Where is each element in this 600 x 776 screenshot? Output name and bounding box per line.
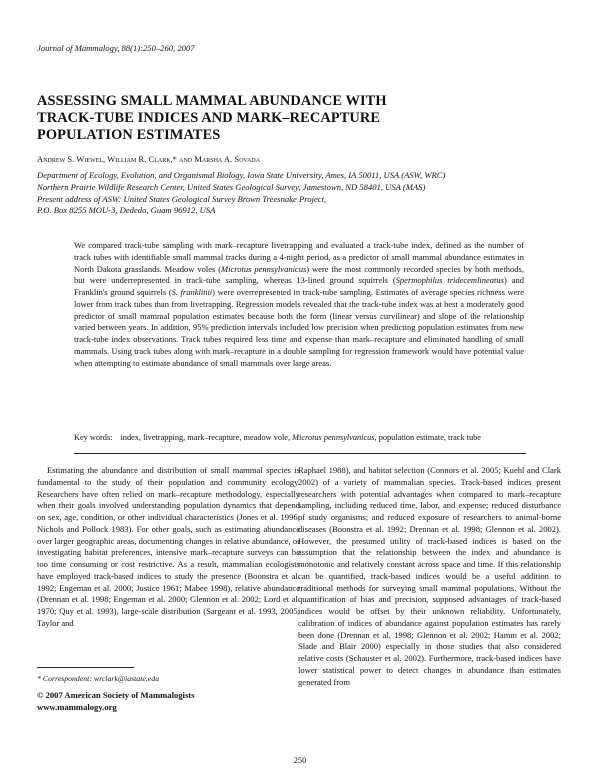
title-line-1: ASSESSING SMALL MAMMAL ABUNDANCE WITH (37, 93, 387, 109)
page-number: 250 (293, 756, 307, 765)
copyright (37, 690, 195, 713)
species-name: Microtus pennsylvanicus (221, 263, 307, 274)
species-name: S. franklinii (171, 287, 213, 297)
body-paragraph: Raphael 1988), and habitat selection (Connors et al. 2005; Kuehl and Clark 2002) of a variety of mammalian species. Track-based indices present researchers with potential advantages when compared to mark–recapture sampling, including reduced time, labor, and expense; reduced disturbance of study organisms; and reduced exposure of researchers to animal-borne diseases (Boonstra et al. 1992; Drennan et al. 1998; Glennon et al. 2002). However, the presumed utility of track-based indices is based on the assumption that the relationship between the index and abundance is monotonic and relatively constant across space and time. If this relationship can be quantified, track-based indices would be a useful addition to traditional methods for surveying small mammal populations. Without the quantification of bias and precision, supposed advantages of track-based indices would be offset by their unknown reliability. Unfortunately, calibration of indices of abundance against population estimates has rarely been done (Drennan et al. 1998; Glennon et al. 2002; Hamm et al. 2002; Slade and Blair 2000) especially in those studies that also considered relative costs (Schauster et al. 2002). Furthermore, track-based indices have lower statistical power to detect changes in abundance than estimates generated from (298, 465, 561, 687)
section-divider (74, 453, 526, 454)
keywords: Key words: index, livetrapping, mark–recapture, meadow vole, Microtus pennsylvanicus, population estimate, track tube (74, 433, 481, 442)
affiliation-line: Department of Ecology, Evolution, and Organismal Biology, Iowa State University, Ames, IA 50011, USA (ASW, WRC) (37, 170, 446, 180)
author-list: Andrew S. Wiewel, William R. Clark,* and Marsha A. Sovada (37, 154, 261, 164)
affiliation-line: P.O. Box 8255 MOU-3, Dededo, Guam 96912, USA (37, 205, 216, 216)
abstract-paragraph: We compared track-tube sampling with mark–recapture livetrapping and evaluated a track-tube index, defined as the number of track tubes with identifiable small mammal tracks during a 4-night period, as a predictor of small mammal abundance estimates in North Dakota grasslands. Meadow voles (Microtus pennsylvanicus) were the most commonly recorded species by both methods, but were underrepresented in track-tube sampling, whereas 13-lined ground squirrels (Spermophilus tridecemlineatus) and Franklin's ground squirrels (S. franklinii) were overrepresented in track-tube sampling. Estimates of average species richness were lower from track tubes than from livetrapping. Regression models revealed that the track-tube index was at best a moderately good predictor of small mammal population estimates because both the form (linear versus curvilinear) and slope of the relationship varied between years. In addition, 95% prediction intervals included low precision when predicting population estimates from new track-tube index observations. Track tubes required less time and expense than mark–recapture and eliminated handling of small mammals. Using track tubes along with mark–recapture in a double sampling for regression framework would have potential value when attempting to estimate abundance of small mammals over large areas. (74, 240, 524, 368)
body-paragraph: Estimating the abundance and distribution of small mammal species is fundamental to the study of their population and community ecology. Researchers have often relied on mark–recapture methodology, especially when their goals involved understanding population dynamics that depend on sex, age, condition, or other individual characteristics (Jones et al. 1996; Nichols and Pollock 1983). For other goals, such as estimating abundance over larger geographic areas, documenting changes in relative abundance, or investigating habitat preferences, intensive mark–recapture surveys can be too time consuming or cost restrictive. As a result, mammalian ecologists have employed track-based indices to study the presence (Boonstra et al. 1992; Engeman et al. 2000; Justice 1961; Mabee 1998), relative abundance (Drennan et al. 1998; Engeman et al. 2000; Glennon et al. 2002; Lord et al. 1970; Quy et al. 1993), large-scale distribution (Sargeant et al. 1993, 2005; Taylor and (37, 465, 300, 628)
footnote: * Correspondent: wrclark@iastate.edu (37, 674, 160, 683)
affiliation-line: Northern Prairie Wildlife Research Center, United States Geological Survey, Jamestown, ND 58401, USA (MAS) (37, 181, 426, 192)
correspondent-email[interactable]: wrclark@iastate.edu (93, 674, 160, 683)
affiliation-line: Present address of ASW: United States Geological Survey Brown Treesnake Project, (37, 193, 327, 204)
society-url[interactable]: www.mammalogy.org (37, 701, 117, 712)
copyright-line: © 2007 American Society of Mammalogists (37, 690, 195, 700)
journal-citation: Journal of Mammalogy, 88(1):250–260, 2007 (37, 43, 195, 53)
keywords-label: Key words: (74, 433, 113, 442)
body-column-left (37, 465, 300, 630)
body-column-right (298, 465, 561, 688)
species-name: Microtus pennsylvanicus (292, 433, 375, 442)
title-line-2: TRACK-TUBE INDICES AND MARK–RECAPTURE (37, 110, 381, 126)
article-title (37, 93, 457, 144)
abstract (74, 240, 524, 369)
species-name: Spermophilus tridecemlineatus (395, 275, 504, 286)
footnote-divider (37, 667, 134, 668)
affiliations (37, 170, 572, 217)
title-line-3: POPULATION ESTIMATES (37, 127, 221, 143)
